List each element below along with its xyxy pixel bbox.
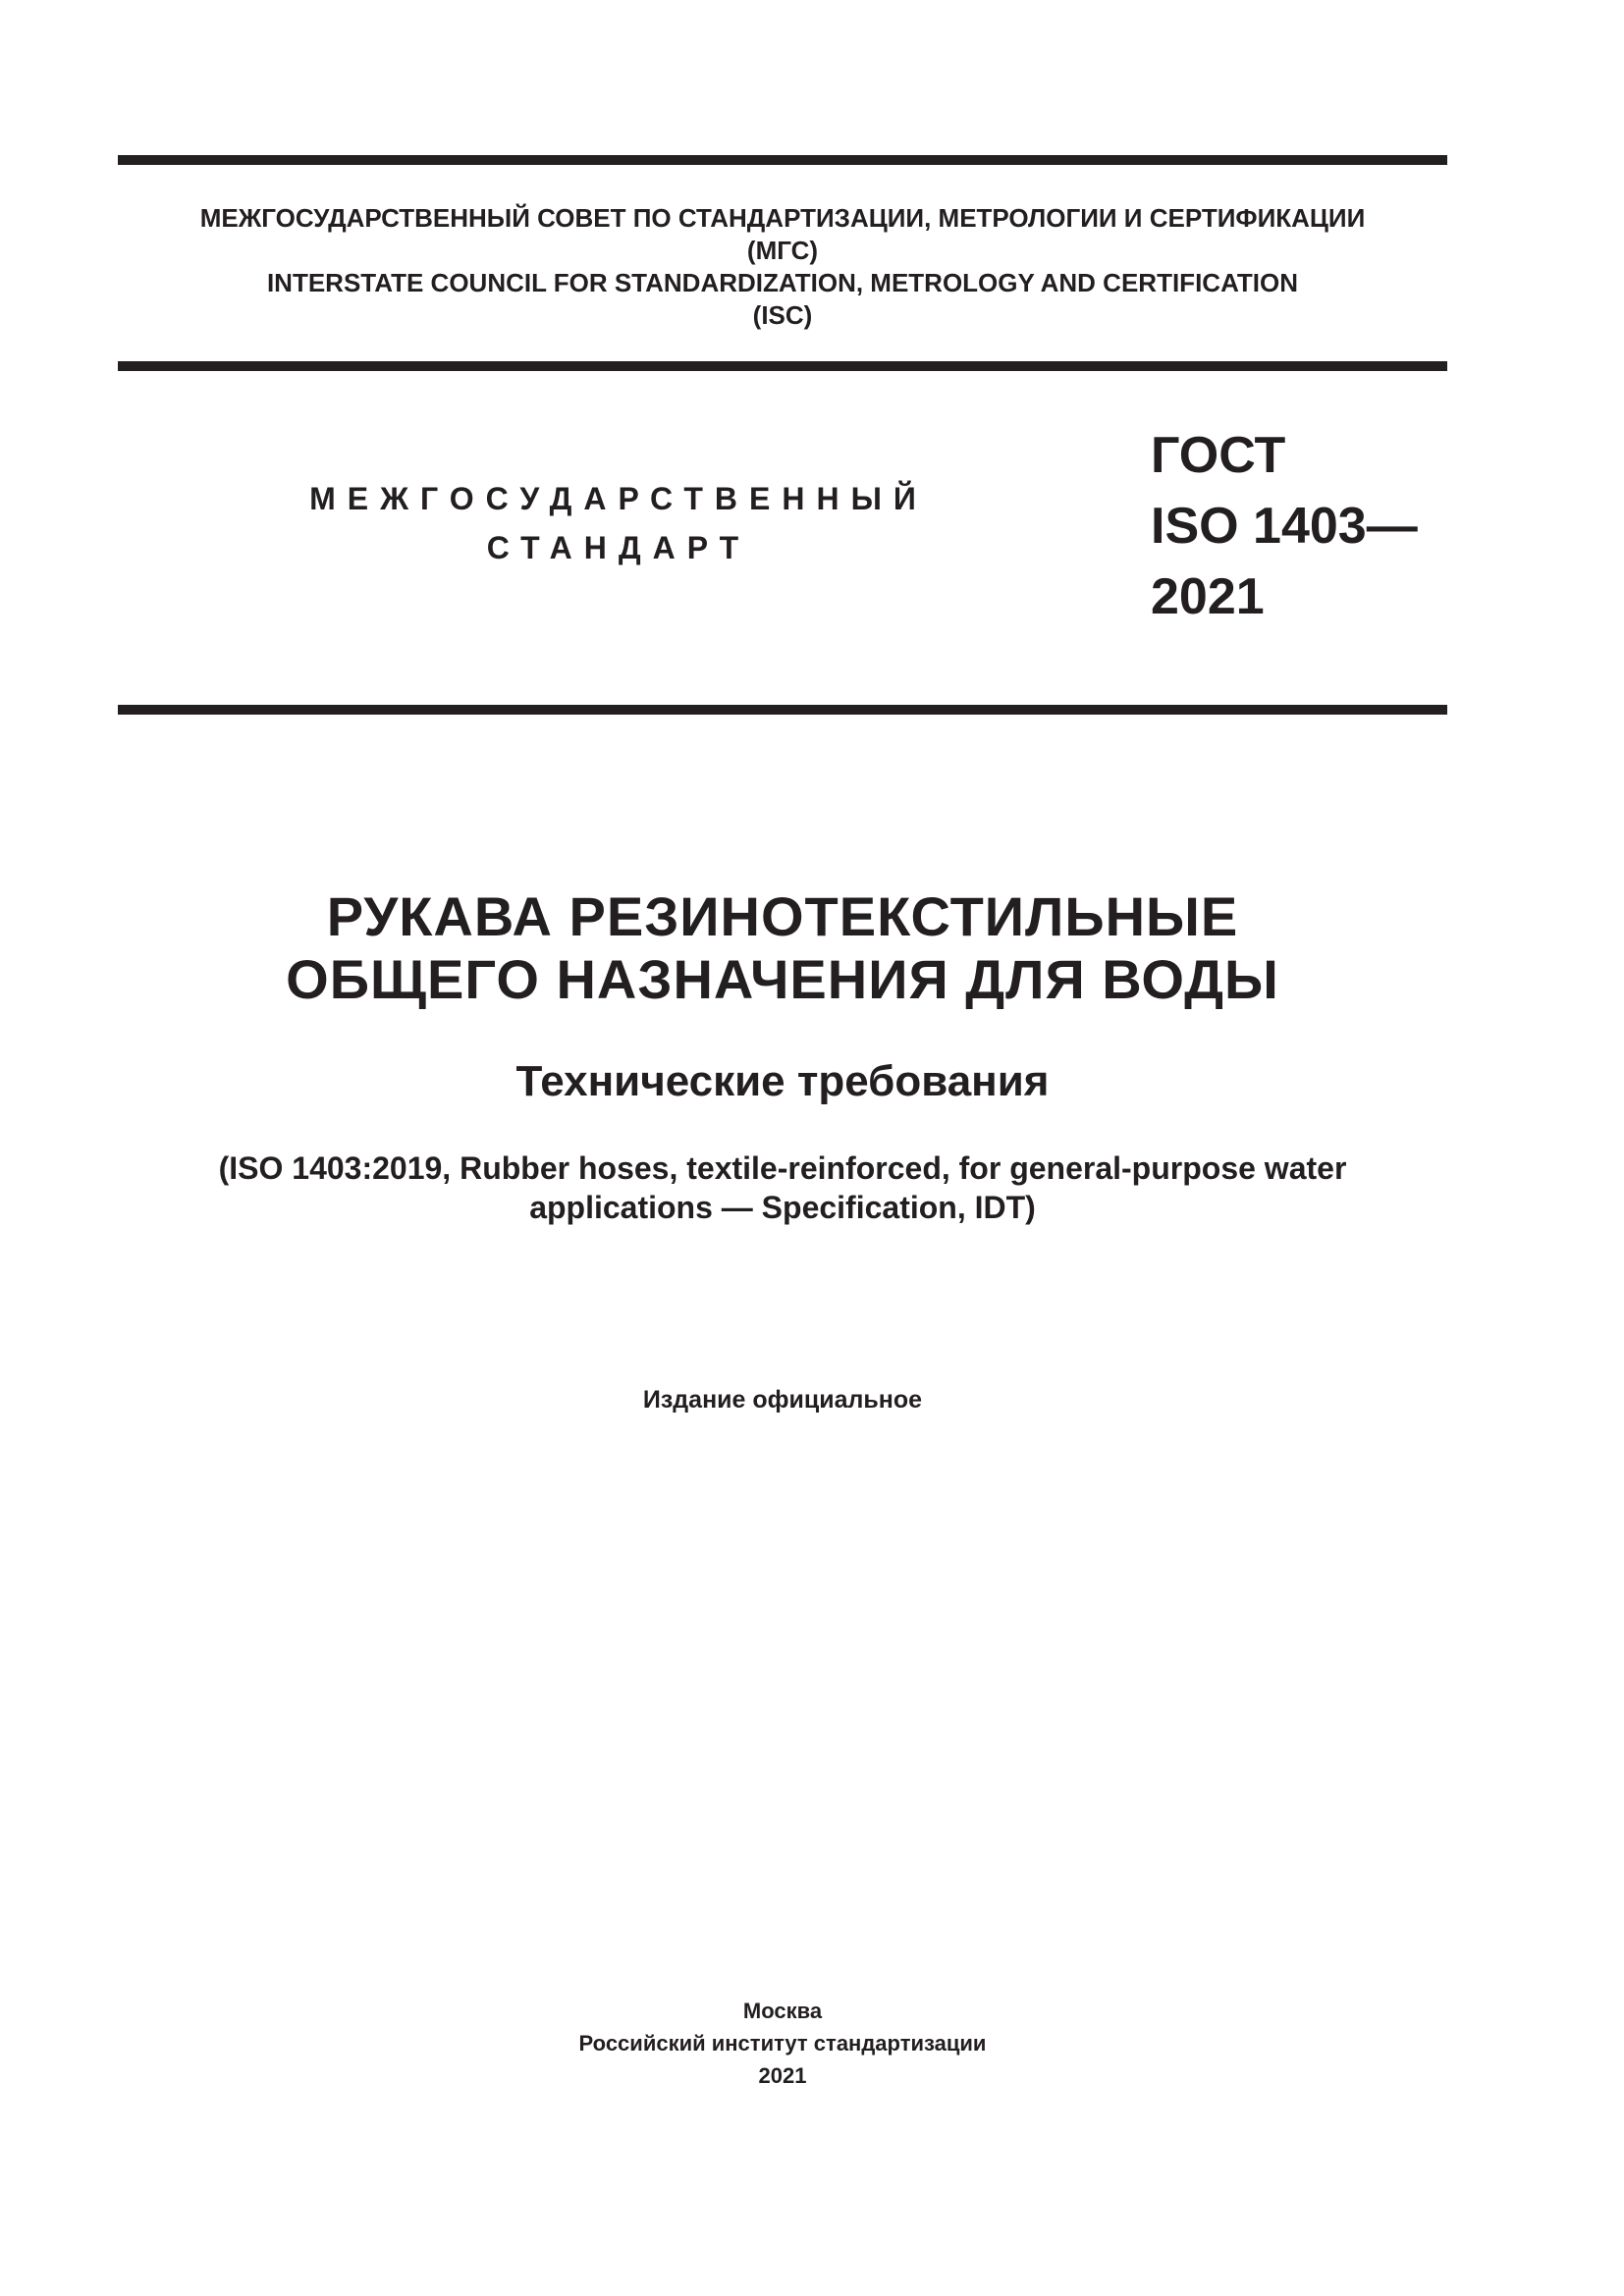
designation-line3: 2021 [1151,568,1265,625]
designation-rule [118,705,1447,715]
council-name-ru: МЕЖГОСУДАРСТВЕННЫЙ СОВЕТ ПО СТАНДАРТИЗАЦИИ, МЕТРОЛОГИИ И СЕРТИФИКАЦИИ [199,203,1366,233]
council-header [118,202,1447,332]
document-subtitle: Технические требования [515,1057,1050,1105]
council-rule [118,361,1447,371]
edition-label: Издание официальное [642,1386,923,1414]
iso-reference-line1: (ISO 1403:2019, Rubber hoses, textile-reinforced, for general-purpose water [218,1150,1347,1186]
council-name-en: INTERSTATE COUNCIL FOR STANDARDIZATION, METROLOGY AND CERTIFICATION [266,268,1299,297]
designation-line1: ГОСТ [1151,427,1286,484]
document-title [118,885,1447,1011]
standard-type-line2: СТАНДАРТ [486,530,751,565]
title-line1: РУКАВА РЕЗИНОТЕКСТИЛЬНЫЕ [326,885,1239,947]
standard-type-line1: МЕЖГОСУДАРСТВЕННЫЙ [309,481,928,516]
top-rule [118,155,1447,165]
council-abbr-ru: (МГС) [746,236,819,265]
imprint-publisher: Российский институт стандартизации [578,2031,987,2056]
iso-reference-line2: applications — Specification, IDT) [529,1190,1036,1225]
designation-line2: ISO 1403— [1151,498,1418,555]
iso-reference [118,1148,1447,1227]
publisher-imprint [118,1995,1447,2092]
imprint-city: Москва [742,1999,823,2023]
council-abbr-en: (ISC) [752,300,813,330]
standard-type-label [275,474,962,572]
standard-designation [1151,420,1445,632]
title-line2: ОБЩЕГО НАЗНАЧЕНИЯ ДЛЯ ВОДЫ [286,948,1279,1010]
imprint-year: 2021 [758,2063,807,2088]
